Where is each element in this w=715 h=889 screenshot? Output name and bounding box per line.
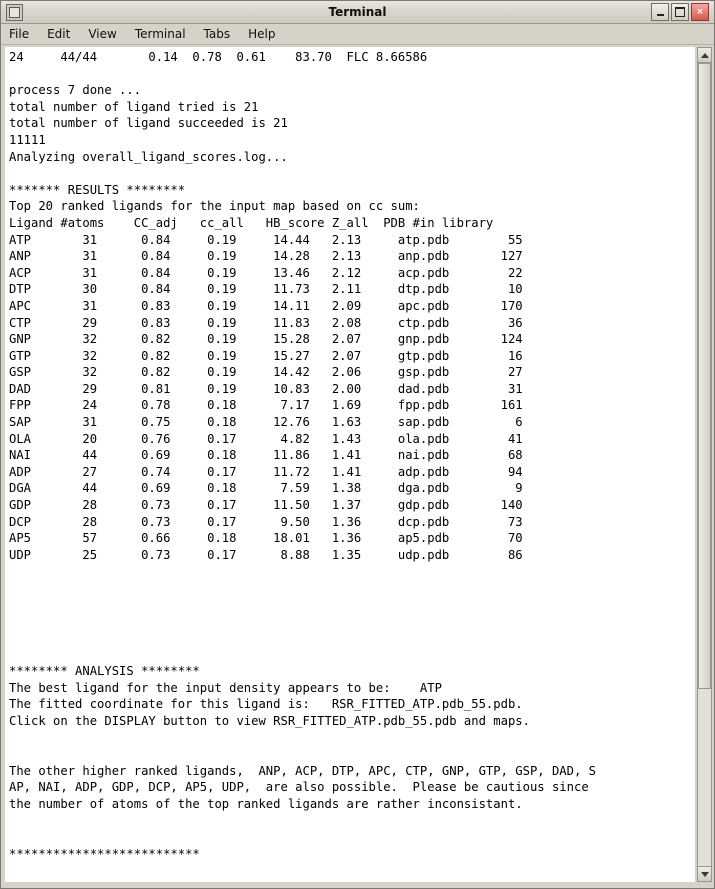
maximize-button[interactable] [671, 3, 689, 21]
window-bottom-edge [1, 884, 714, 888]
scroll-up-arrow-icon[interactable] [698, 48, 711, 63]
vertical-scrollbar[interactable] [697, 47, 712, 882]
terminal-icon [6, 4, 23, 21]
scrollbar-thumb[interactable] [698, 63, 711, 689]
close-button[interactable]: × [691, 3, 709, 21]
scroll-down-arrow-icon[interactable] [698, 866, 711, 881]
menu-help[interactable]: Help [248, 27, 276, 41]
window-title: Terminal [328, 5, 387, 19]
menu-edit[interactable]: Edit [47, 27, 71, 41]
menu-file[interactable]: File [9, 27, 30, 41]
scrollbar-track[interactable] [698, 63, 711, 866]
menu-bar [1, 24, 714, 45]
menu-tabs[interactable]: Tabs [203, 27, 231, 41]
terminal-output[interactable]: 24 44/44 0.14 0.78 0.61 83.70 FLC 8.66586 process 7 done ... total number of ligand tried is 21 total number of ligand succeeded is 21 11111 Analyzing overall_ligand_scores.log... ******* RESULTS ******** Top 20 ranked ligands for the input map based on cc sum: Ligand #atoms CC_adj cc_all HB_score Z_all PDB #in library ATP 31 0.84 0.19 14.44 2.13 atp.pdb 55 ANP 31 0.84 0.19 14.28 2.13 anp.pdb 127 ACP 31 0.84 0.19 13.46 2.12 acp.pdb 22 DTP 30 0.84 0.19 11.73 2.11 dtp.pdb 10 APC 31 0.83 0.19 14.11 2.09 apc.pdb 170 CTP 29 0.83 0.19 11.83 2.08 ctp.pdb 36 GNP 32 0.82 0.19 15.28 2.07 gnp.pdb 124 GTP 32 0.82 0.19 15.27 2.07 gtp.pdb 16 GSP 32 0.82 0.19 14.42 2.06 gsp.pdb 27 DAD 29 0.81 0.19 10.83 2.00 dad.pdb 31 FPP 24 0.78 0.18 7.17 1.69 fpp.pdb 161 SAP 31 0.75 0.18 12.76 1.63 sap.pdb 6 OLA 20 0.76 0.17 4.82 1.43 ola.pdb 41 NAI 44 0.69 0.18 11.86 1.41 nai.pdb 68 ADP 27 0.74 0.17 11.72 1.41 adp.pdb 94 DGA 44 0.69 0.18 7.59 1.38 dga.pdb 9 GDP 28 0.73 0.17 11.50 1.37 gdp.pdb 140 DCP 28 0.73 0.17 9.50 1.36 dcp.pdb 73 AP5 57 0.66 0.18 18.01 1.36 ap5.pdb 70 UDP 25 0.73 0.17 8.88 1.35 udp.pdb 86 ******** ANALYSIS ******** The best ligand for the input density appears to be: ATP The fitted coordinate for this ligand is: RSR_FITTED_ATP.pdb_55.pdb. Click on the DISPLAY button to view RSR_FITTED_ATP.pdb_55.pdb and maps. The other higher ranked ligands, ANP, ACP, DTP, APC, CTP, GNP, GTP, GSP, DAD, S AP, NAI, ADP, GDP, DCP, AP5, UDP, are also possible. Please be cautious since the number of atoms of the top ranked ligands are rather inconsistant. ************************** [5, 47, 695, 882]
minimize-button[interactable] [651, 3, 669, 21]
title-bar [1, 1, 714, 24]
terminal-area [1, 45, 714, 884]
window-controls [651, 3, 711, 21]
menu-terminal[interactable]: Terminal [134, 27, 186, 41]
menu-view[interactable]: View [88, 27, 117, 41]
